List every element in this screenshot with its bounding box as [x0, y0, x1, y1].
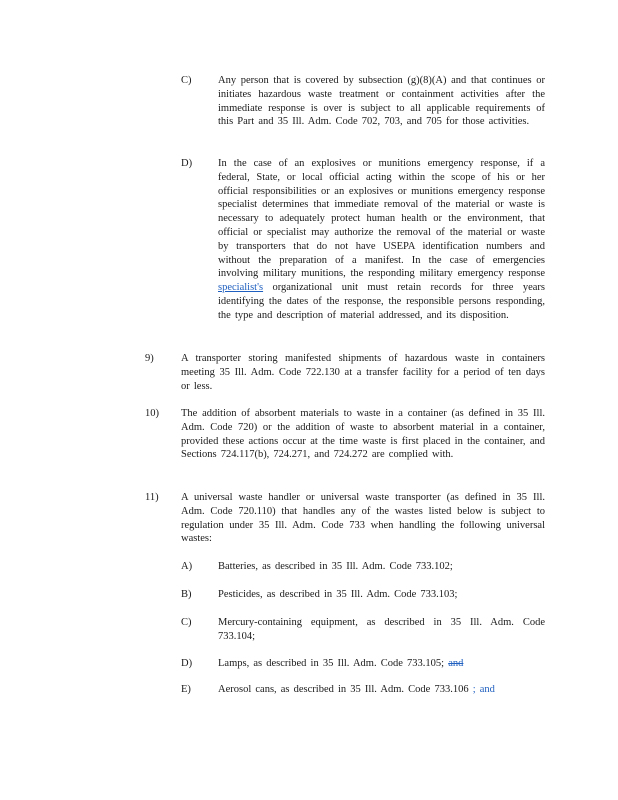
item-c2-text: Mercury-containing equipment, as described in 35 Ill. Adm. Code 733.104; [218, 617, 545, 642]
item-10-text: The addition of absorbent materials to waste in a container (as defined in 35 Ill. Adm. Code 720) or the addition of waste to absorbent material in a container, provided these actions occur at the time waste is first placed in the container, and Sections 724.117(b), 724.271, and 724.272 are complied with. [181, 408, 545, 461]
item-d-text-after: organizational unit must retain records for three years identifying the dates of the response, the responsible persons responding, the type and description of material addressed, and its disposition. [218, 282, 545, 321]
item-e-text [218, 683, 545, 697]
item-c2-marker: C) [181, 617, 192, 628]
item-d2-marker: D) [181, 658, 193, 669]
item-11-marker: 11) [145, 492, 159, 503]
item-a-marker: A) [181, 561, 193, 572]
item-c-marker: C) [181, 75, 192, 86]
item-d-text-before: In the case of an explosives or munitions emergency response, if a federal, State, or local official acting within the scope of his or her official responsibilities or an explosives or munitions emergency response specialist determines that immediate removal of the material or waste is necessary to adequately protect human health or the environment, that official or specialist may authorize the removal of the material or waste by transporters that do not have USEPA identification numbers and without the preparation of a manifest. In the case of emergencies involving military munitions, the responding military emergency response [218, 158, 545, 280]
item-11-text: A universal waste handler or universal waste transporter (as defined in 35 Ill. Adm. Code 720.110) that handles any of the wastes listed below is subject to regulation under 35 Ill. Adm. Code 733 when handling the following universal wastes: [181, 492, 545, 545]
item-b-marker: B) [181, 589, 192, 600]
item-e-marker: E) [181, 684, 191, 695]
item-b-text: Pesticides, as described in 35 Ill. Adm. Code 733.103; [218, 589, 458, 600]
inserted-text: specialist's [218, 282, 264, 294]
item-d-marker: D) [181, 158, 193, 169]
item-d2-text-main: Lamps, as described in 35 Ill. Adm. Code 733.105; [218, 658, 445, 669]
deleted-text: and [448, 658, 464, 669]
item-9-marker: 9) [145, 353, 154, 364]
inserted-text-e: ; and [472, 684, 495, 695]
item-10-marker: 10) [145, 408, 159, 419]
item-c-text: Any person that is covered by subsection (g)(8)(A) and that continues or initiates hazardous waste treatment or containment activities after the immediate response is over is subject to all applicable requirements of this Part and 35 Ill. Adm. Code 702, 703, and 705 for those activities. [218, 75, 545, 128]
item-e-text-main: Aerosol cans, as described in 35 Ill. Adm. Code 733.106 [218, 684, 469, 695]
item-a-text: Batteries, as described in 35 Ill. Adm. Code 733.102; [218, 561, 453, 572]
item-d2-text [218, 657, 545, 671]
item-d-text [218, 157, 545, 323]
item-9-text: A transporter storing manifested shipments of hazardous waste in containers meeting 35 Ill. Adm. Code 722.130 at a transfer facility for a period of ten days or less. [181, 353, 545, 392]
